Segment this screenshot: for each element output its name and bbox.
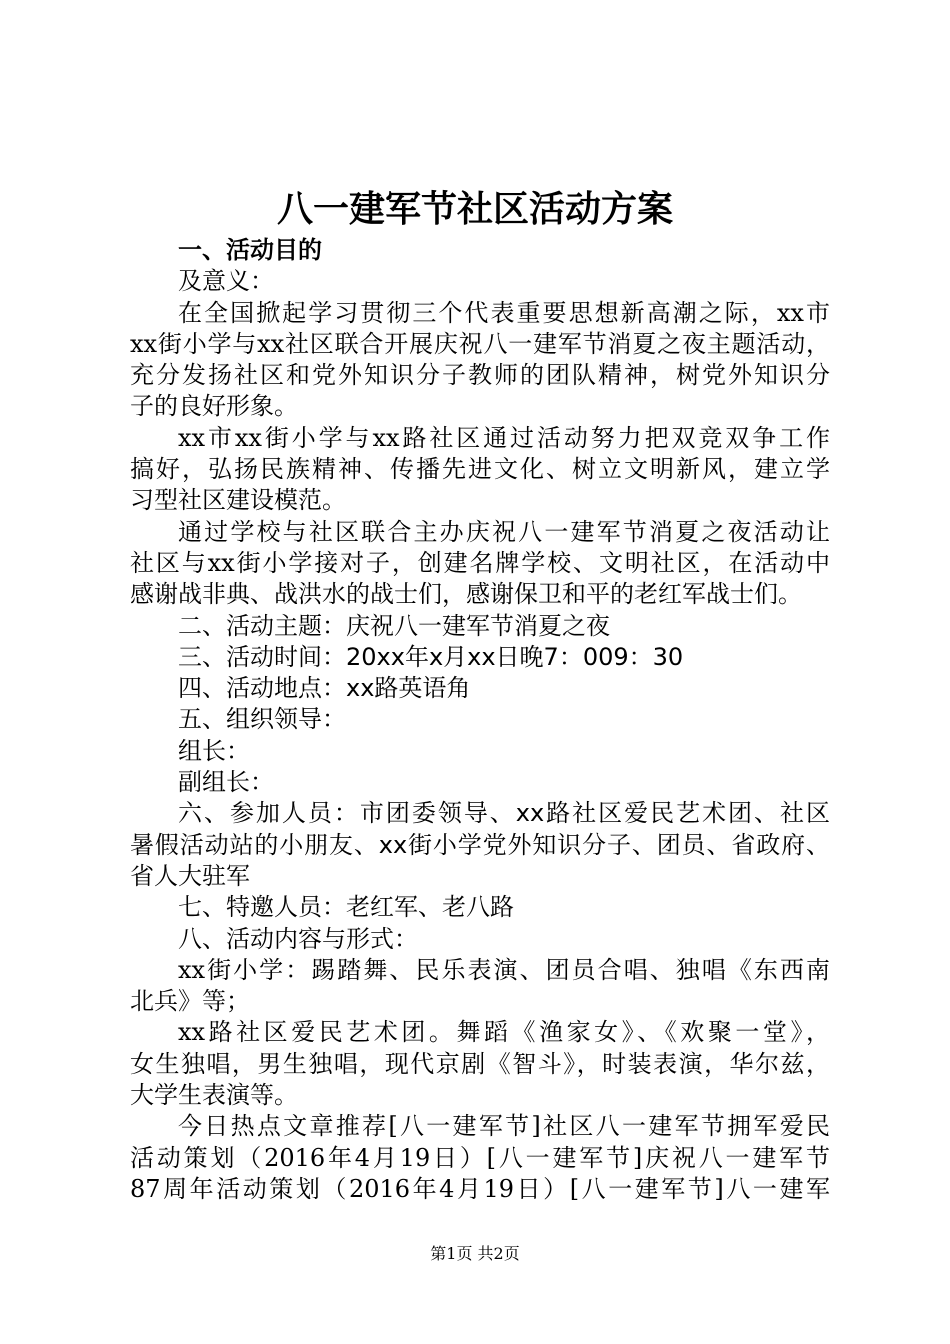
section-heading-location: 四、活动地点：xx路英语角 [178,674,471,703]
paragraph-line: 在全国掀起学习贯彻三个代表重要思想新高潮之际，xx市 [178,298,830,327]
paragraph-line: 北兵》等； [130,987,250,1016]
section-heading-guests: 七、特邀人员：老红军、老八路 [178,893,514,922]
paragraph-line: 充分发扬社区和党外知识分子教师的团队精神，树党外知识分 [130,361,830,390]
section-heading-participants: 六、参加人员：市团委领导、xx路社区爱民艺术团、社区 [178,799,830,828]
paragraph-line: xx路社区爱民艺术团。舞蹈《渔家女》、《欢聚一堂》， [178,1018,830,1047]
section-heading-leadership: 五、组织领导： [178,705,346,734]
text-line: 副组长： [178,768,274,797]
paragraph-line: 大学生表演等。 [130,1081,298,1110]
text-line: 组长： [178,736,250,765]
document-body [130,235,830,1205]
section-heading-purpose: 一、活动目的 [178,236,322,264]
paragraph-line: xx街小学与xx社区联合开展庆祝八一建军节消夏之夜主题活动， [130,329,830,358]
paragraph-line: 子的良好形象。 [130,392,298,421]
paragraph-line: 省人大驻军 [130,861,250,890]
page-footer: 第1页 共2页 [430,1244,520,1263]
text-line: 及意义： [178,267,274,296]
section-heading-content: 八、活动内容与形式： [178,924,418,953]
paragraph-line: 习型社区建设模范。 [130,486,346,515]
paragraph-line: xx街小学：踢踏舞、民乐表演、团员合唱、独唱《东西南 [178,955,830,984]
paragraph-line: 女生独唱，男生独唱，现代京剧《智斗》，时装表演，华尔兹， [130,1049,830,1078]
paragraph-line: 暑假活动站的小朋友、xx街小学党外知识分子、团员、省政府、 [130,830,830,859]
document-title: 八一建军节社区活动方案 [276,188,673,230]
paragraph-line: 社区与xx街小学接对子，创建名牌学校、文明社区，在活动中 [130,548,830,577]
paragraph-line: 搞好，弘扬民族精神、传播先进文化、树立文明新风，建立学 [130,455,830,484]
paragraph-line: 感谢战非典、战洪水的战士们，感谢保卫和平的老红军战士们。 [130,580,802,609]
section-heading-time: 三、活动时间：20xx年x月xx日晚7：009：30 [178,642,684,671]
paragraph-line: 87周年活动策划（2016年4月19日）[八一建军节]八一建军 [130,1174,830,1203]
paragraph-line: 今日热点文章推荐[八一建军节]社区八一建军节拥军爱民 [178,1112,830,1141]
paragraph-line: xx市xx街小学与xx路社区通过活动努力把双竞双争工作 [178,423,830,452]
paragraph-line: 活动策划（2016年4月19日）[八一建军节]庆祝八一建军节 [130,1143,830,1172]
paragraph-line: 通过学校与社区联合主办庆祝八一建军节消夏之夜活动让 [178,517,830,546]
section-heading-theme: 二、活动主题：庆祝八一建军节消夏之夜 [178,611,610,640]
